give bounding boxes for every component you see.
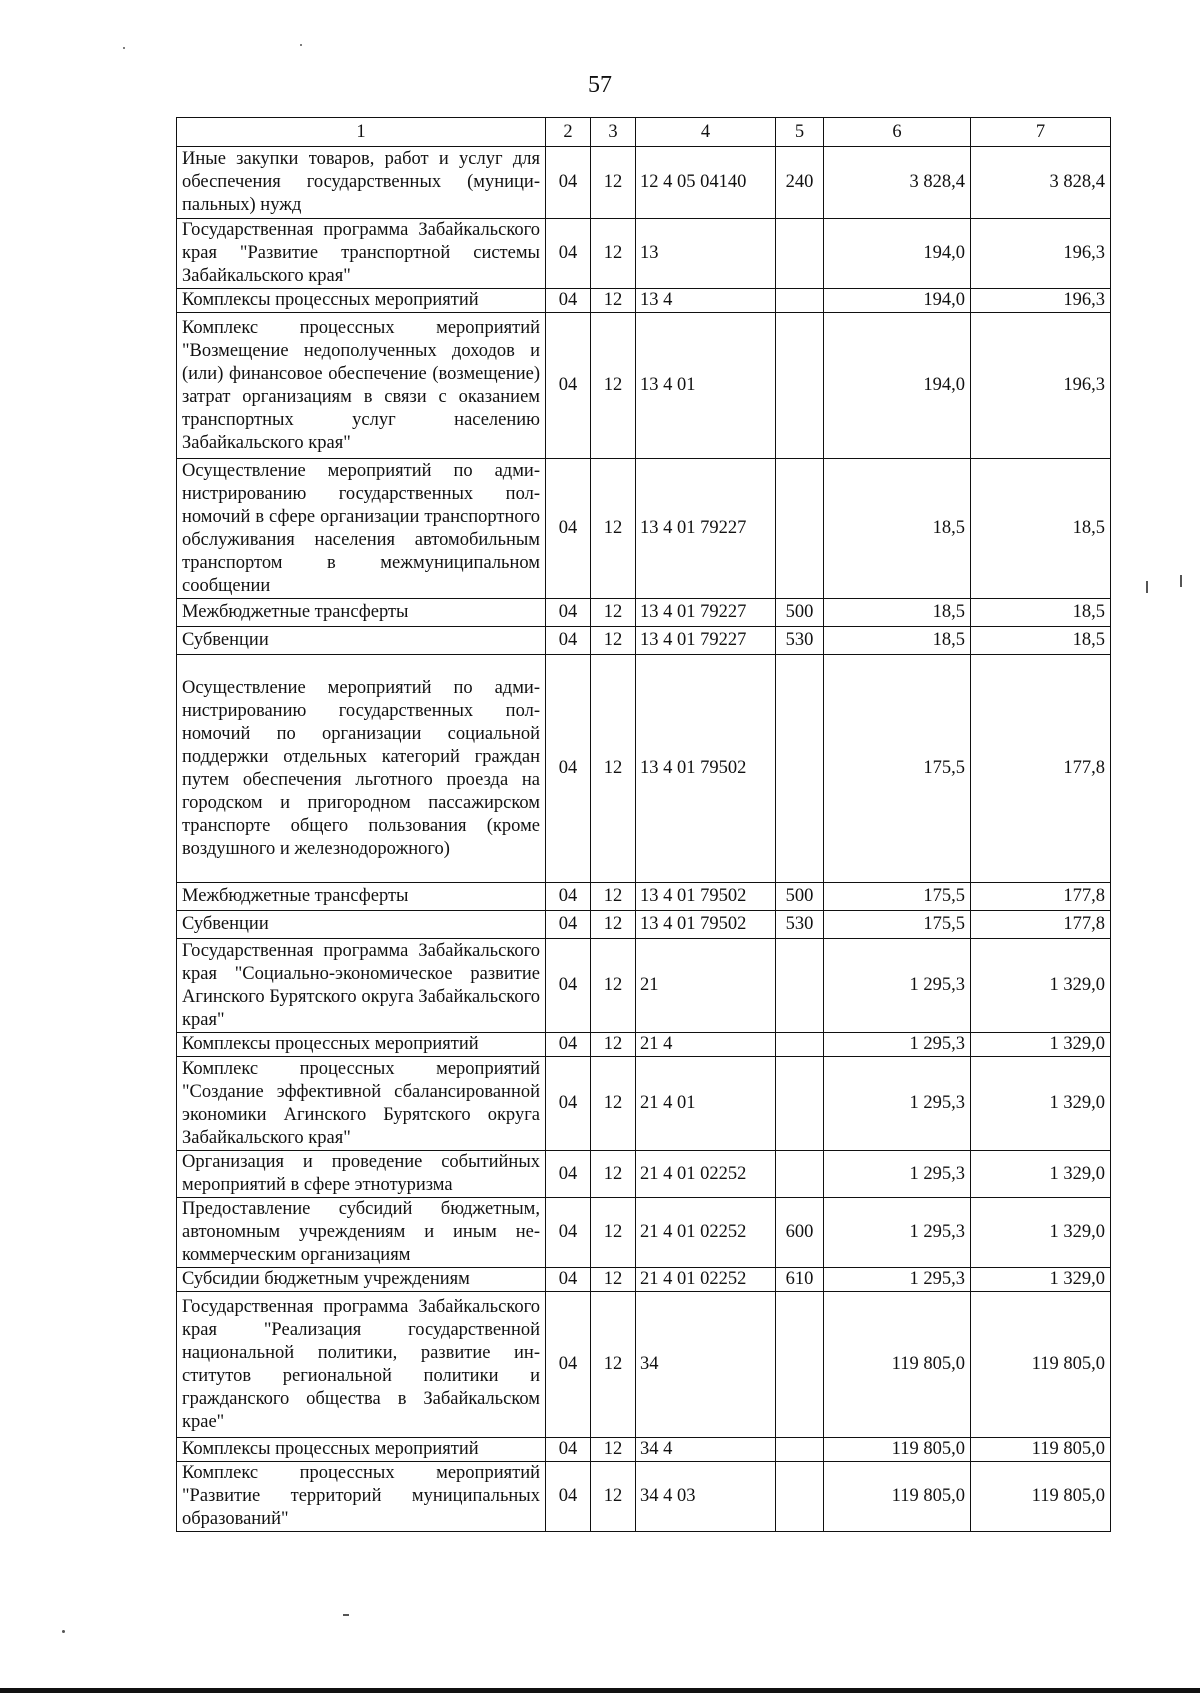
scan-speck bbox=[300, 44, 302, 46]
table-row bbox=[177, 883, 1111, 911]
row-amount-year2-cell: 196,3 bbox=[971, 289, 1111, 313]
row-subsection-cell: 12 bbox=[591, 883, 636, 911]
row-expense-type-cell bbox=[776, 1292, 824, 1438]
row-section-cell: 04 bbox=[546, 1462, 591, 1532]
row-section-cell: 04 bbox=[546, 219, 591, 289]
row-subsection-cell: 12 bbox=[591, 1057, 636, 1151]
row-section-cell: 04 bbox=[546, 1268, 591, 1292]
row-target-code-cell: 13 4 01 79502 bbox=[636, 883, 776, 911]
row-amount-year1-cell: 119 805,0 bbox=[824, 1462, 971, 1532]
row-name-cell: Осуществление мероприятий по администрированию государственных полномочий в сфере организации транспортного обслуживания населения автомобильным транспортом в межмуниципальном сообщении bbox=[177, 459, 546, 599]
header-row bbox=[177, 118, 1111, 147]
row-amount-year2-cell: 18,5 bbox=[971, 459, 1111, 599]
row-subsection-cell: 12 bbox=[591, 147, 636, 219]
row-subsection-cell: 12 bbox=[591, 1198, 636, 1268]
table-body bbox=[177, 147, 1111, 1532]
table-row bbox=[177, 147, 1111, 219]
header-col-4: 4 bbox=[636, 118, 776, 147]
row-subsection-cell: 12 bbox=[591, 1292, 636, 1438]
row-amount-year1-cell: 119 805,0 bbox=[824, 1292, 971, 1438]
row-target-code-cell: 12 4 05 04140 bbox=[636, 147, 776, 219]
row-amount-year2-cell: 196,3 bbox=[971, 219, 1111, 289]
header-col-1: 1 bbox=[177, 118, 546, 147]
row-name-cell: Государственная программа Забайкальского края "Развитие транспортной системы Забайкальского края" bbox=[177, 219, 546, 289]
row-section-cell: 04 bbox=[546, 939, 591, 1033]
row-amount-year1-cell: 194,0 bbox=[824, 313, 971, 459]
row-name-cell: Комплекс процессных мероприятий "Возмещение недополученных доходов и (или) финансовое обеспечение (возмещение) затрат организациям в связи с оказанием транспортных услуг населению Забайкальского края" bbox=[177, 313, 546, 459]
scan-bottom-edge bbox=[0, 1688, 1200, 1693]
row-amount-year1-cell: 18,5 bbox=[824, 627, 971, 655]
row-name-cell: Межбюджетные трансферты bbox=[177, 599, 546, 627]
budget-table bbox=[176, 117, 1111, 1532]
row-expense-type-cell bbox=[776, 1057, 824, 1151]
row-amount-year2-cell: 119 805,0 bbox=[971, 1438, 1111, 1462]
row-target-code-cell: 21 4 bbox=[636, 1033, 776, 1057]
row-target-code-cell: 21 4 01 02252 bbox=[636, 1268, 776, 1292]
row-amount-year1-cell: 1 295,3 bbox=[824, 1198, 971, 1268]
header-col-5: 5 bbox=[776, 118, 824, 147]
row-section-cell: 04 bbox=[546, 313, 591, 459]
row-amount-year2-cell: 1 329,0 bbox=[971, 1033, 1111, 1057]
row-subsection-cell: 12 bbox=[591, 313, 636, 459]
row-amount-year2-cell: 1 329,0 bbox=[971, 1198, 1111, 1268]
row-expense-type-cell bbox=[776, 289, 824, 313]
row-amount-year1-cell: 175,5 bbox=[824, 655, 971, 883]
row-amount-year1-cell: 3 828,4 bbox=[824, 147, 971, 219]
row-amount-year1-cell: 18,5 bbox=[824, 599, 971, 627]
row-amount-year2-cell: 177,8 bbox=[971, 883, 1111, 911]
row-expense-type-cell bbox=[776, 313, 824, 459]
row-name-cell: Межбюджетные трансферты bbox=[177, 883, 546, 911]
row-target-code-cell: 21 4 01 02252 bbox=[636, 1198, 776, 1268]
row-amount-year2-cell: 18,5 bbox=[971, 599, 1111, 627]
row-amount-year2-cell: 18,5 bbox=[971, 627, 1111, 655]
row-target-code-cell: 13 4 01 79502 bbox=[636, 911, 776, 939]
row-expense-type-cell bbox=[776, 459, 824, 599]
row-subsection-cell: 12 bbox=[591, 1151, 636, 1198]
header-col-6: 6 bbox=[824, 118, 971, 147]
row-target-code-cell: 34 bbox=[636, 1292, 776, 1438]
row-amount-year1-cell: 194,0 bbox=[824, 289, 971, 313]
row-expense-type-cell bbox=[776, 1033, 824, 1057]
scan-speck bbox=[1180, 575, 1182, 587]
row-name-cell: Комплексы процессных мероприятий bbox=[177, 1033, 546, 1057]
row-amount-year2-cell: 119 805,0 bbox=[971, 1292, 1111, 1438]
row-subsection-cell: 12 bbox=[591, 1033, 636, 1057]
row-name-cell: Комплексы процессных мероприятий bbox=[177, 289, 546, 313]
row-name-cell: Организация и проведение событийных мероприятий в сфере этнотуризма bbox=[177, 1151, 546, 1198]
table-row bbox=[177, 627, 1111, 655]
row-amount-year2-cell: 196,3 bbox=[971, 313, 1111, 459]
row-section-cell: 04 bbox=[546, 147, 591, 219]
row-name-cell: Иные закупки товаров, работ и услуг для обеспечения государственных (муниципальных) нужд bbox=[177, 147, 546, 219]
row-expense-type-cell: 530 bbox=[776, 911, 824, 939]
row-section-cell: 04 bbox=[546, 883, 591, 911]
row-target-code-cell: 21 4 01 bbox=[636, 1057, 776, 1151]
row-expense-type-cell bbox=[776, 1438, 824, 1462]
table-row bbox=[177, 313, 1111, 459]
row-subsection-cell: 12 bbox=[591, 219, 636, 289]
row-amount-year2-cell: 119 805,0 bbox=[971, 1462, 1111, 1532]
row-amount-year2-cell: 1 329,0 bbox=[971, 1268, 1111, 1292]
row-amount-year1-cell: 1 295,3 bbox=[824, 1268, 971, 1292]
row-expense-type-cell bbox=[776, 939, 824, 1033]
table-row bbox=[177, 289, 1111, 313]
row-name-cell: Субвенции bbox=[177, 911, 546, 939]
row-name-cell: Субвенции bbox=[177, 627, 546, 655]
row-target-code-cell: 13 4 01 79227 bbox=[636, 459, 776, 599]
row-expense-type-cell: 240 bbox=[776, 147, 824, 219]
table-row bbox=[177, 459, 1111, 599]
table-row bbox=[177, 1151, 1111, 1198]
row-subsection-cell: 12 bbox=[591, 939, 636, 1033]
row-target-code-cell: 13 4 bbox=[636, 289, 776, 313]
header-col-7: 7 bbox=[971, 118, 1111, 147]
header-col-3: 3 bbox=[591, 118, 636, 147]
row-section-cell: 04 bbox=[546, 1198, 591, 1268]
table-row bbox=[177, 1462, 1111, 1532]
row-amount-year2-cell: 177,8 bbox=[971, 655, 1111, 883]
row-expense-type-cell bbox=[776, 1151, 824, 1198]
row-amount-year1-cell: 175,5 bbox=[824, 911, 971, 939]
page-number: 57 bbox=[588, 72, 612, 98]
row-amount-year1-cell: 175,5 bbox=[824, 883, 971, 911]
row-amount-year1-cell: 1 295,3 bbox=[824, 1033, 971, 1057]
row-amount-year1-cell: 18,5 bbox=[824, 459, 971, 599]
row-subsection-cell: 12 bbox=[591, 289, 636, 313]
table-row bbox=[177, 655, 1111, 883]
row-section-cell: 04 bbox=[546, 459, 591, 599]
scan-speck bbox=[62, 1630, 65, 1633]
row-target-code-cell: 34 4 03 bbox=[636, 1462, 776, 1532]
scan-speck bbox=[123, 47, 125, 49]
row-section-cell: 04 bbox=[546, 1438, 591, 1462]
table-row bbox=[177, 1438, 1111, 1462]
row-subsection-cell: 12 bbox=[591, 1268, 636, 1292]
table-row bbox=[177, 939, 1111, 1033]
row-subsection-cell: 12 bbox=[591, 627, 636, 655]
row-target-code-cell: 13 4 01 79227 bbox=[636, 599, 776, 627]
header-col-2: 2 bbox=[546, 118, 591, 147]
table-row bbox=[177, 1292, 1111, 1438]
row-amount-year1-cell: 1 295,3 bbox=[824, 1151, 971, 1198]
row-expense-type-cell: 500 bbox=[776, 883, 824, 911]
row-target-code-cell: 13 4 01 79227 bbox=[636, 627, 776, 655]
row-section-cell: 04 bbox=[546, 1057, 591, 1151]
row-section-cell: 04 bbox=[546, 1033, 591, 1057]
row-amount-year1-cell: 1 295,3 bbox=[824, 1057, 971, 1151]
row-amount-year1-cell: 1 295,3 bbox=[824, 939, 971, 1033]
row-target-code-cell: 34 4 bbox=[636, 1438, 776, 1462]
table-row bbox=[177, 1198, 1111, 1268]
row-target-code-cell: 13 4 01 79502 bbox=[636, 655, 776, 883]
row-target-code-cell: 21 bbox=[636, 939, 776, 1033]
row-amount-year2-cell: 177,8 bbox=[971, 911, 1111, 939]
row-expense-type-cell: 600 bbox=[776, 1198, 824, 1268]
row-expense-type-cell: 500 bbox=[776, 599, 824, 627]
row-name-cell: Субсидии бюджетным учреждениям bbox=[177, 1268, 546, 1292]
row-name-cell: Предоставление субсидий бюджетным, автономным учреждениям и иным некоммерческим организациям bbox=[177, 1198, 546, 1268]
row-section-cell: 04 bbox=[546, 911, 591, 939]
row-section-cell: 04 bbox=[546, 289, 591, 313]
row-target-code-cell: 21 4 01 02252 bbox=[636, 1151, 776, 1198]
row-name-cell: Государственная программа Забайкальского края "Социально-экономическое развитие Агинского Бурятского округа Забайкальского края" bbox=[177, 939, 546, 1033]
row-section-cell: 04 bbox=[546, 627, 591, 655]
row-expense-type-cell: 530 bbox=[776, 627, 824, 655]
row-subsection-cell: 12 bbox=[591, 459, 636, 599]
table-row bbox=[177, 1033, 1111, 1057]
row-subsection-cell: 12 bbox=[591, 1462, 636, 1532]
row-expense-type-cell bbox=[776, 219, 824, 289]
row-amount-year2-cell: 1 329,0 bbox=[971, 939, 1111, 1033]
scan-speck bbox=[1146, 581, 1148, 593]
row-amount-year2-cell: 1 329,0 bbox=[971, 1151, 1111, 1198]
table-row bbox=[177, 1057, 1111, 1151]
table-row bbox=[177, 1268, 1111, 1292]
row-section-cell: 04 bbox=[546, 1292, 591, 1438]
row-subsection-cell: 12 bbox=[591, 599, 636, 627]
row-name-cell: Комплекс процессных мероприятий "Создание эффективной сбалансированной экономики Агинского Бурятского округа Забайкальского края" bbox=[177, 1057, 546, 1151]
row-name-cell: Осуществление мероприятий по администрированию государственных полномочий по организации социальной поддержки отдельных категорий граждан путем обеспечения льготного проезда на городском и пригородном пассажирском транспорте общего пользования (кроме воздушного и железнодорожного) bbox=[177, 655, 546, 883]
table-row bbox=[177, 599, 1111, 627]
row-amount-year2-cell: 3 828,4 bbox=[971, 147, 1111, 219]
row-section-cell: 04 bbox=[546, 1151, 591, 1198]
row-section-cell: 04 bbox=[546, 599, 591, 627]
row-section-cell: 04 bbox=[546, 655, 591, 883]
row-amount-year1-cell: 194,0 bbox=[824, 219, 971, 289]
row-subsection-cell: 12 bbox=[591, 655, 636, 883]
row-name-cell: Комплекс процессных мероприятий "Развитие территорий муниципальных образований" bbox=[177, 1462, 546, 1532]
row-name-cell: Комплексы процессных мероприятий bbox=[177, 1438, 546, 1462]
row-target-code-cell: 13 bbox=[636, 219, 776, 289]
row-name-cell: Государственная программа Забайкальского края "Реализация государственной национальной политики, развитие институтов региональной политики и гражданского общества в Забайкальском крае" bbox=[177, 1292, 546, 1438]
table-row bbox=[177, 911, 1111, 939]
table-row bbox=[177, 219, 1111, 289]
scan-speck bbox=[343, 1614, 349, 1616]
row-amount-year1-cell: 119 805,0 bbox=[824, 1438, 971, 1462]
row-expense-type-cell bbox=[776, 1462, 824, 1532]
row-subsection-cell: 12 bbox=[591, 1438, 636, 1462]
row-expense-type-cell: 610 bbox=[776, 1268, 824, 1292]
row-target-code-cell: 13 4 01 bbox=[636, 313, 776, 459]
row-expense-type-cell bbox=[776, 655, 824, 883]
row-amount-year2-cell: 1 329,0 bbox=[971, 1057, 1111, 1151]
row-subsection-cell: 12 bbox=[591, 911, 636, 939]
